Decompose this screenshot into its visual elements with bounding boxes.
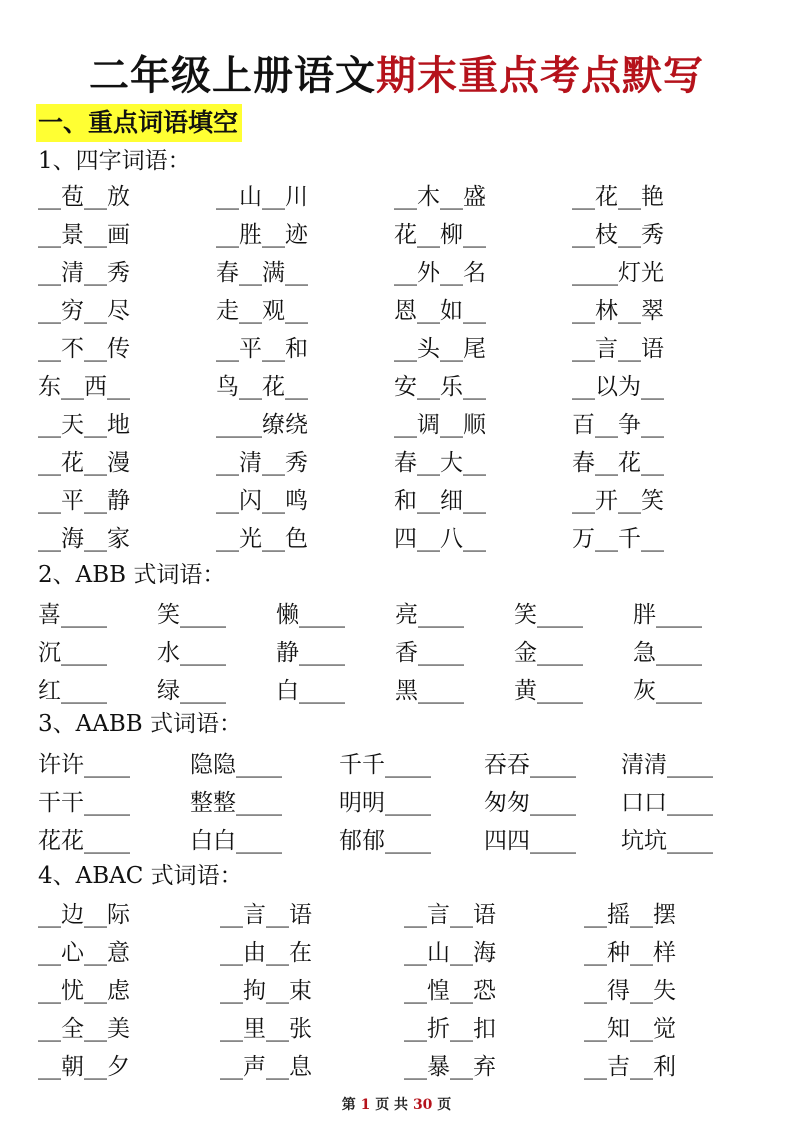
fill-blank-item: 整整____: [190, 789, 282, 816]
section-heading: 一、重点词语填空: [36, 104, 242, 142]
fill-blank-item: __山__海: [404, 939, 496, 966]
word-row: [38, 819, 731, 857]
fill-blank-item: __以为__: [572, 373, 664, 400]
fill-blank-item: __里__张: [220, 1015, 312, 1042]
fill-blank-item: __花__漫: [38, 449, 130, 476]
fill-blank-item: 口口____: [621, 789, 713, 816]
fill-blank-item: 和__细__: [394, 487, 486, 514]
fill-blank-item: __言__语: [572, 335, 664, 362]
fill-blank-item: __开__笑: [572, 487, 664, 514]
title-black-part: 二年级上册语文: [89, 52, 376, 99]
fill-blank-item: __得__失: [584, 977, 676, 1004]
footer-mid: 页 共: [375, 1097, 409, 1113]
fill-blank-item: 水____: [157, 639, 226, 666]
fill-blank-item: 黑____: [395, 677, 464, 704]
fill-blank-item: 四__八__: [394, 525, 486, 552]
fill-blank-item: __言__语: [404, 901, 496, 928]
fill-blank-item: __平__和: [216, 335, 308, 362]
word-row: [38, 669, 723, 707]
fill-blank-item: __言__语: [220, 901, 312, 928]
fill-blank-item: 花花____: [38, 827, 130, 854]
fill-blank-item: 春__花__: [572, 449, 664, 476]
word-row: [38, 213, 712, 251]
fill-blank-item: 东__西__: [38, 373, 130, 400]
word-row: [38, 365, 712, 403]
word-row: [38, 631, 723, 669]
fill-blank-item: 笑____: [514, 601, 583, 628]
fill-blank-item: 白____: [276, 677, 345, 704]
fill-blank-item: __景__画: [38, 221, 130, 248]
fill-blank-item: 匆匆____: [484, 789, 576, 816]
fill-blank-item: __种__样: [584, 939, 676, 966]
fill-blank-item: 安__乐__: [394, 373, 486, 400]
word-row: [38, 893, 714, 931]
word-row: [38, 327, 712, 365]
fill-blank-item: __暴__弃: [404, 1053, 496, 1080]
fill-blank-item: 郁郁____: [339, 827, 431, 854]
word-row: [38, 175, 712, 213]
fill-blank-item: 急____: [633, 639, 702, 666]
fill-blank-item: __枝__秀: [572, 221, 664, 248]
fill-blank-item: 春__满__: [216, 259, 308, 286]
word-row: [38, 781, 731, 819]
fill-blank-item: __不__传: [38, 335, 130, 362]
fill-blank-item: 走__观__: [216, 297, 308, 324]
fill-blank-item: 灰____: [633, 677, 702, 704]
title-red-part: 期末重点考点默写: [376, 52, 704, 99]
fill-blank-item: 万__千__: [572, 525, 664, 552]
fill-blank-item: 白白____: [190, 827, 282, 854]
fill-blank-item: 亮____: [395, 601, 464, 628]
fill-blank-item: __清__秀: [38, 259, 130, 286]
fill-blank-item: 坑坑____: [621, 827, 713, 854]
fill-blank-item: 干干____: [38, 789, 130, 816]
part3-heading: 3、AABB 式词语：: [38, 711, 242, 737]
fill-blank-item: __吉__利: [584, 1053, 676, 1080]
part1-word-grid: [38, 175, 712, 555]
fill-blank-item: 花__柳__: [394, 221, 486, 248]
fill-blank-item: 沉____: [38, 639, 107, 666]
fill-blank-item: 吞吞____: [484, 751, 576, 778]
word-row: [38, 593, 723, 631]
fill-blank-item: 笑____: [157, 601, 226, 628]
part2-heading: 2、ABB 式词语：: [38, 562, 226, 588]
fill-blank-item: __朝__夕: [38, 1053, 130, 1080]
word-row: [38, 517, 712, 555]
fill-blank-item: __山__川: [216, 183, 308, 210]
fill-blank-item: __心__意: [38, 939, 130, 966]
word-row: [38, 969, 714, 1007]
fill-blank-item: 香____: [395, 639, 464, 666]
fill-blank-item: __花__艳: [572, 183, 664, 210]
fill-blank-item: __苞__放: [38, 183, 130, 210]
fill-blank-item: __平__静: [38, 487, 130, 514]
part4-word-grid: [38, 893, 714, 1083]
fill-blank-item: 隐隐____: [190, 751, 282, 778]
fill-blank-item: 千千____: [339, 751, 431, 778]
fill-blank-item: ____缭绕: [216, 411, 308, 438]
word-row: [38, 289, 712, 327]
word-row: [38, 743, 731, 781]
word-row: [38, 1045, 714, 1083]
part2-word-grid: [38, 593, 723, 707]
fill-blank-item: 绿____: [157, 677, 226, 704]
fill-blank-item: __清__秀: [216, 449, 308, 476]
fill-blank-item: __由__在: [220, 939, 312, 966]
fill-blank-item: __胜__迹: [216, 221, 308, 248]
fill-blank-item: 鸟__花__: [216, 373, 308, 400]
footer-suffix: 页: [437, 1097, 452, 1113]
fill-blank-item: __穷__尽: [38, 297, 130, 324]
page-footer: [0, 1094, 793, 1114]
fill-blank-item: 百__争__: [572, 411, 664, 438]
word-row: [38, 479, 712, 517]
part4-heading: 4、ABAC 式词语：: [38, 863, 243, 889]
fill-blank-item: __摇__摆: [584, 901, 676, 928]
fill-blank-item: 金____: [514, 639, 583, 666]
fill-blank-item: 春__大__: [394, 449, 486, 476]
word-row: [38, 441, 712, 479]
fill-blank-item: __全__美: [38, 1015, 130, 1042]
fill-blank-item: 许许____: [38, 751, 130, 778]
fill-blank-item: 四四____: [484, 827, 576, 854]
fill-blank-item: ____灯光: [572, 259, 664, 286]
fill-blank-item: __闪__鸣: [216, 487, 308, 514]
document-title: [0, 44, 793, 101]
word-row: [38, 251, 712, 289]
fill-blank-item: __海__家: [38, 525, 130, 552]
fill-blank-item: __忧__虑: [38, 977, 130, 1004]
fill-blank-item: 胖____: [633, 601, 702, 628]
fill-blank-item: 黄____: [514, 677, 583, 704]
fill-blank-item: __林__翠: [572, 297, 664, 324]
fill-blank-item: __调__顺: [394, 411, 486, 438]
part1-heading: 1、四字词语：: [38, 148, 191, 174]
footer-prefix: 第: [341, 1097, 356, 1113]
part3-word-grid: [38, 743, 731, 857]
fill-blank-item: 明明____: [339, 789, 431, 816]
fill-blank-item: __木__盛: [394, 183, 486, 210]
fill-blank-item: 恩__如__: [394, 297, 486, 324]
fill-blank-item: __光__色: [216, 525, 308, 552]
fill-blank-item: __边__际: [38, 901, 130, 928]
word-row: [38, 403, 712, 441]
fill-blank-item: __知__觉: [584, 1015, 676, 1042]
fill-blank-item: 红____: [38, 677, 107, 704]
fill-blank-item: __拘__束: [220, 977, 312, 1004]
fill-blank-item: 清清____: [621, 751, 713, 778]
page-number: 1: [360, 1097, 371, 1113]
fill-blank-item: __外__名: [394, 259, 486, 286]
fill-blank-item: 懒____: [276, 601, 345, 628]
word-row: [38, 931, 714, 969]
fill-blank-item: 静____: [276, 639, 345, 666]
page-total: 30: [412, 1097, 433, 1113]
fill-blank-item: __折__扣: [404, 1015, 496, 1042]
fill-blank-item: __天__地: [38, 411, 130, 438]
fill-blank-item: 喜____: [38, 601, 107, 628]
word-row: [38, 1007, 714, 1045]
fill-blank-item: __惶__恐: [404, 977, 496, 1004]
fill-blank-item: __头__尾: [394, 335, 486, 362]
fill-blank-item: __声__息: [220, 1053, 312, 1080]
